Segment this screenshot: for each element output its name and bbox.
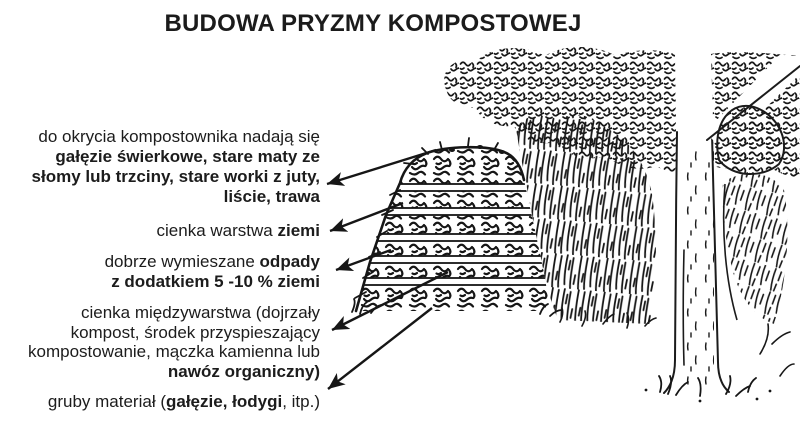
page-title: BUDOWA PRYZMY KOMPOSTOWEJ (164, 10, 582, 37)
label-coarse-part3: , itp.) (282, 392, 320, 411)
label-interlayer-line3: kompostowanie, mączka kamienna lub (28, 342, 320, 361)
label-coarse (48, 392, 320, 412)
label-waste-line1 (105, 252, 320, 272)
label-coarse-part1: gruby materiał ( (47, 392, 166, 411)
label-coarse-part2: gałęzie, łodygi (166, 392, 283, 411)
label-interlayer (28, 303, 320, 381)
label-covering-line4: liście, trawa (223, 187, 320, 206)
label-soil-regular: cienka warstwa (156, 221, 278, 240)
label-covering (32, 127, 320, 207)
label-interlayer-line2: kompost, środek przyspieszający (70, 322, 320, 342)
label-covering-line3: słomy lub trzciny, stare worki z juty, (31, 167, 320, 186)
label-covering-line1: do okrycia kompostownika nadają się (38, 127, 320, 146)
label-waste-line2: z dodatkiem 5 -10 % ziemi (111, 272, 320, 291)
layer-band (345, 256, 560, 263)
label-soil-layer (157, 221, 320, 241)
layer-band (345, 278, 560, 285)
label-covering-line2: gałęzie świerkowe, stare maty ze (55, 147, 320, 166)
label-waste-line1-regular: dobrze wymieszane (104, 252, 260, 271)
label-interlayer-line4: nawóz organiczny) (167, 361, 320, 381)
hanging-foliage (717, 106, 794, 376)
label-interlayer-line1: cienka międzywarstwa (dojrzały (80, 303, 320, 322)
label-waste (105, 252, 320, 292)
label-waste-line1-bold: odpady (259, 252, 320, 271)
label-soil-bold: ziemi (277, 221, 320, 240)
arrow-coarse (328, 308, 432, 389)
